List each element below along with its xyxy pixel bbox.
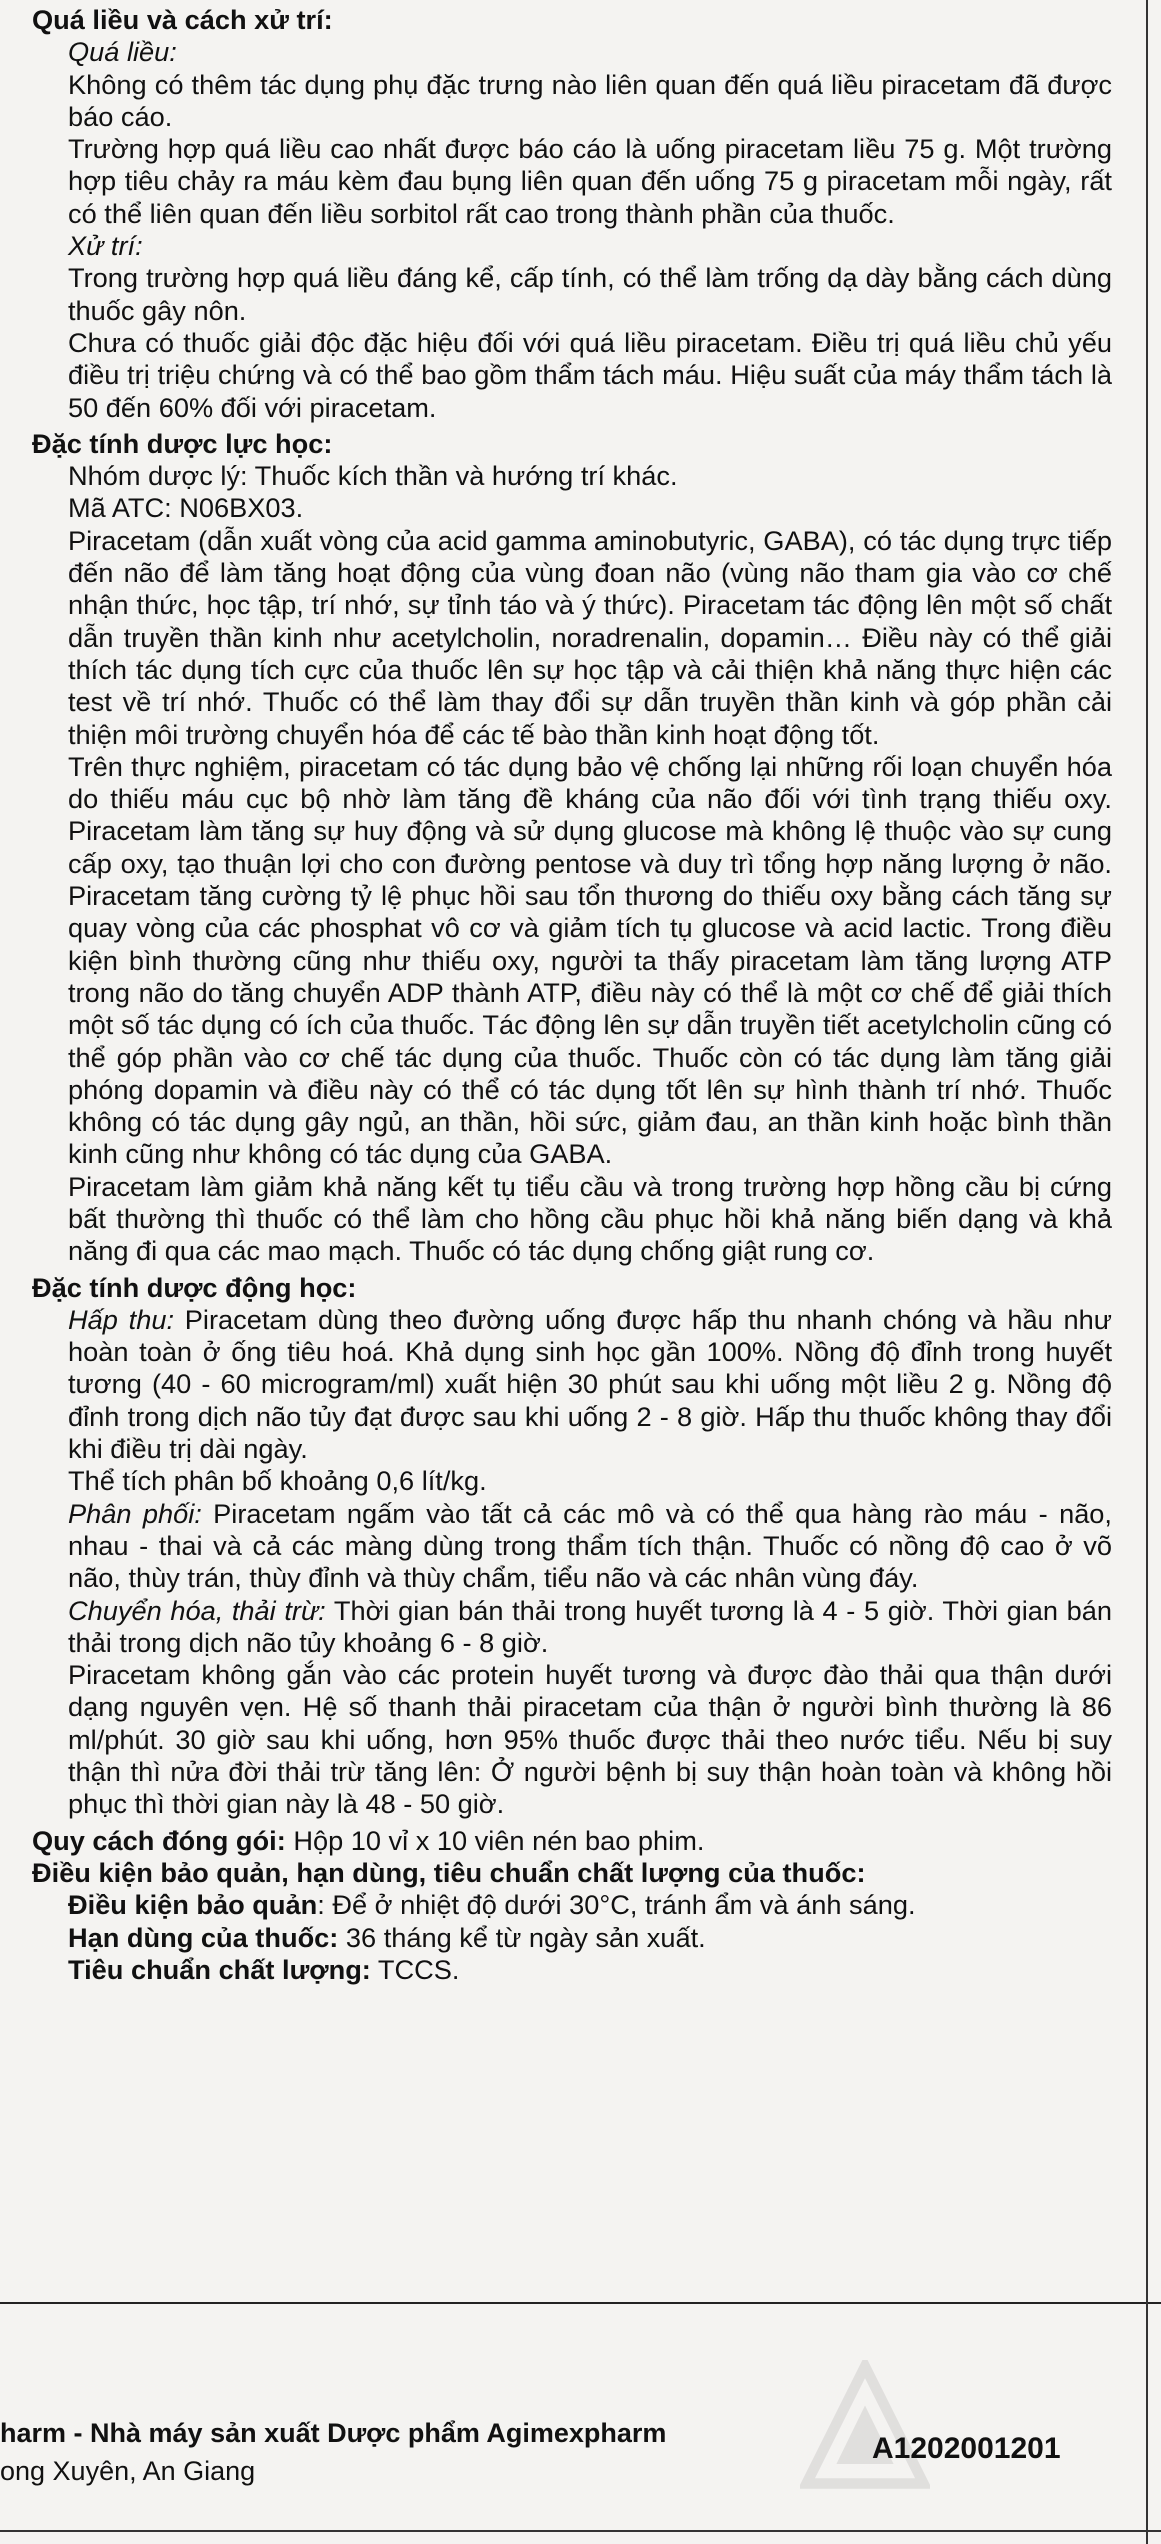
packaging-line xyxy=(32,1825,1112,1857)
treatment-subheading: Xử trí: xyxy=(68,230,143,262)
storage-heading: Điều kiện bảo quản, hạn dùng, tiêu chuẩn chất lượng của thuốc: xyxy=(32,1856,866,1888)
shelf-life-text: 36 tháng kể từ ngày sản xuất. xyxy=(338,1921,706,1953)
agimexpharm-logo-icon xyxy=(800,2360,930,2490)
pharmacodynamics-atc: Mã ATC: N06BX03. xyxy=(68,492,304,524)
elimination-paragraph: Piracetam không gắn vào các protein huyết tương và được đào thải qua thận dưới dạng nguyên vẹn. Hệ số thanh thải piracetam của thận ở người bình thường là 86 ml/phút. 30 giờ sau khi uống, hơn 95% thuốc được thải theo nước tiểu. Nếu bị suy thận thì nửa đời thải trừ tăng lên: Ở người bệnh bị suy thận hoàn toàn và không hồi phục thì thời gian này là 48 - 50 giờ. xyxy=(68,1659,1112,1820)
distribution-paragraph xyxy=(68,1498,1112,1595)
overdose-paragraph-3: Trong trường hợp quá liều đáng kể, cấp tính, có thể làm trống dạ dày bằng cách dùng thuốc gây nôn. xyxy=(68,262,1112,326)
frame-border-bottom xyxy=(0,2530,1161,2532)
quality-standard-text: TCCS. xyxy=(370,1953,460,1985)
packaging-label: Quy cách đóng gói: xyxy=(32,1824,286,1856)
pharmacodynamics-paragraph-3: Piracetam (dẫn xuất vòng của acid gamma aminobutyric, GABA), có tác dụng trực tiếp đến não để làm tăng hoạt động của vùng đoan não (vùng não tham gia vào cơ chế nhận thức, học tập, trí nhớ, sự tỉnh táo và ý thức). Piracetam tác động lên một số chất dẫn truyền thần kinh như acetylcholin, noradrenalin, dopamin… Điều này có thể giải thích tác dụng tích cực của thuốc lên sự học tập và cải thiện khả năng thực hiện các test về trí nhớ. Thuốc có thể làm thay đổi sự dẫn truyền thần kinh và góp phần cải thiện môi trường chuyển hóa để các tế bào thần kinh hoạt động tốt. xyxy=(68,524,1112,750)
volume-paragraph: Thể tích phân bố khoảng 0,6 lít/kg. xyxy=(68,1465,487,1497)
overdose-subheading: Quá liều: xyxy=(68,36,177,68)
packaging-text: Hộp 10 vỉ x 10 viên nén bao phim. xyxy=(285,1824,705,1856)
pharmacodynamics-group: Nhóm dược lý: Thuốc kích thần và hướng trí khác. xyxy=(68,460,678,492)
distribution-label: Phân phối: xyxy=(68,1497,202,1529)
pharmacodynamics-paragraph-5: Piracetam làm giảm khả năng kết tụ tiểu cầu và trong trường hợp hồng cầu bị cứng bất thường thì thuốc có thể làm cho hồng cầu phục hồi khả năng biến dạng và khả năng đi qua các mao mạch. Thuốc có tác dụng chống giật rung cơ. xyxy=(68,1170,1112,1267)
section-divider xyxy=(0,2302,1161,2304)
manufacturer-name: harm - Nhà máy sản xuất Dược phẩm Agimexpharm xyxy=(0,2418,667,2448)
document-code: A1202001201 xyxy=(872,2432,1061,2465)
storage-condition-label: Điều kiện bảo quản xyxy=(68,1889,318,1921)
absorption-text: Piracetam dùng theo đường uống được hấp thu nhanh chóng và hầu như hoàn toàn ở ống tiêu hoá. Khả dụng sinh học gần 100%. Nồng độ đỉnh trong huyết tương (40 - 60 microgram/ml) xuất hiện 30 phút sau khi uống một liều 2 g. Nồng độ đỉnh trong dịch não tủy đạt được sau khi uống 2 - 8 giờ. Hấp thu thuốc không thay đổi khi điều trị dài ngày. xyxy=(68,1303,1112,1465)
shelf-life-line xyxy=(68,1922,1112,1954)
absorption-paragraph xyxy=(68,1304,1112,1465)
overdose-paragraph-4: Chưa có thuốc giải độc đặc hiệu đối với quá liều piracetam. Điều trị quá liều chủ yếu điều trị triệu chứng và có thể bao gồm thẩm tách máu. Hiệu suất của máy thẩm tách là 50 đến 60% đối với piracetam. xyxy=(68,326,1112,423)
absorption-label: Hấp thu: xyxy=(68,1303,175,1335)
quality-standard-line xyxy=(68,1954,1112,1986)
overdose-paragraph-1: Không có thêm tác dụng phụ đặc trưng nào liên quan đến quá liều piracetam đã được báo cáo. xyxy=(68,68,1112,132)
metabolism-text: Thời gian bán thải trong huyết tương là 4 - 5 giờ. Thời gian bán thải trong dịch não tủy khoảng 6 - 8 giờ. xyxy=(68,1594,1112,1658)
manufacturer-address: ong Xuyên, An Giang xyxy=(0,2456,256,2486)
leaflet-content xyxy=(32,4,1112,1986)
overdose-heading: Quá liều và cách xử trí: xyxy=(32,4,333,35)
metabolism-label: Chuyển hóa, thải trừ: xyxy=(68,1594,326,1626)
pharmacodynamics-paragraph-4: Trên thực nghiệm, piracetam có tác dụng bảo vệ chống lại những rối loạn chuyển hóa do thiếu máu cục bộ nhờ làm tăng đề kháng của não đối với tình trạng thiếu oxy. Piracetam làm tăng sự huy động và sử dụng glucose mà không lệ thuộc vào sự cung cấp oxy, tạo thuận lợi cho con đường pentose và duy trì tổng hợp năng lượng ở não. Piracetam tăng cường tỷ lệ phục hồi sau tổn thương do thiếu oxy bằng cách tăng sự quay vòng của các phosphat vô cơ và giảm tích tụ glucose và acid lactic. Trong điều kiện bình thường cũng như thiếu oxy, người ta thấy piracetam làm tăng lượng ATP trong não do tăng chuyển ADP thành ATP, điều này có thể là một cơ chế để giải thích một số tác dụng có ích của thuốc. Tác động lên sự dẫn truyền tiết acetylcholin cũng có thể góp phần vào cơ chế tác dụng của thuốc. Thuốc còn có tác dụng làm tăng giải phóng dopamin và điều này có thể có tác dụng tốt lên sự hình thành trí nhớ. Thuốc không có tác dụng gây ngủ, an thần, hồi sức, giảm đau, an thần kinh hoặc bình thần kinh cũng như không có tác dụng của GABA. xyxy=(68,750,1112,1170)
pharmacodynamics-heading: Đặc tính dược lực học: xyxy=(32,427,333,459)
frame-border-right xyxy=(1146,0,1148,2544)
storage-condition-line xyxy=(68,1889,1112,1921)
shelf-life-label: Hạn dùng của thuốc: xyxy=(68,1921,339,1953)
quality-standard-label: Tiêu chuẩn chất lượng: xyxy=(68,1953,371,1985)
distribution-text: Piracetam ngấm vào tất cả các mô và có thể qua hàng rào máu - não, nhau - thai và cả các màng dùng trong thẩm tích thận. Thuốc có nồng độ cao ở võ não, thùy trán, thùy đỉnh và thùy chẩm, tiểu não và các nhân vùng đáy. xyxy=(68,1497,1112,1594)
storage-condition-text: : Để ở nhiệt độ dưới 30°C, tránh ẩm và ánh sáng. xyxy=(317,1889,916,1921)
pharmacokinetics-heading: Đặc tính dược động học: xyxy=(32,1271,357,1303)
overdose-paragraph-2: Trường hợp quá liều cao nhất được báo cáo là uống piracetam liều 75 g. Một trường hợp tiêu chảy ra máu kèm đau bụng liên quan đến uống 75 g piracetam mỗi ngày, rất có thể liên quan đến liều sorbitol rất cao trong thành phần của thuốc. xyxy=(68,133,1112,229)
metabolism-paragraph xyxy=(68,1595,1112,1660)
